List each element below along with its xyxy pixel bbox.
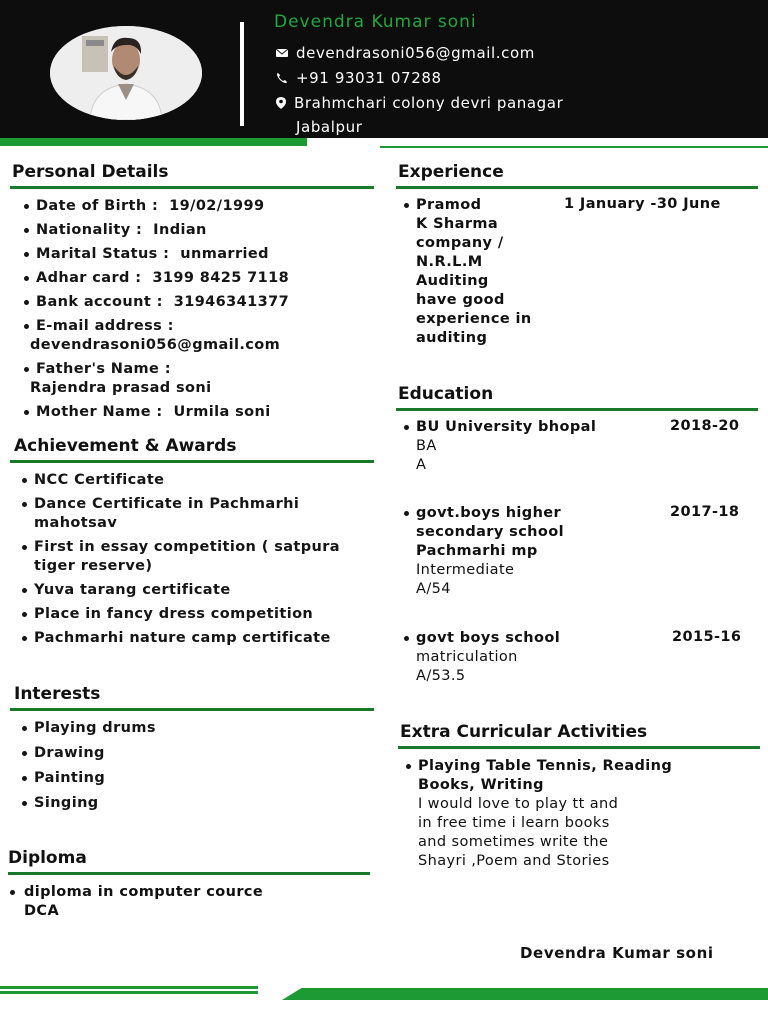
extra-curricular-title: Extra Curricular Activities [400, 722, 648, 742]
address-line-2: Jabalpur [296, 118, 363, 136]
address-row [276, 94, 563, 112]
extra-curricular-rule [398, 746, 760, 749]
list-item: Playing drums [18, 719, 358, 738]
education-years: 2018-20 [670, 418, 740, 434]
list-item: Painting [18, 769, 358, 788]
education-entry: govt.boys higher secondary school Pachmarhi mp Intermediate A/54 [416, 504, 666, 599]
interests-title: Interests [14, 684, 101, 704]
list-item: Yuva tarang certificate [18, 581, 368, 600]
phone-text: +91 93031 07288 [296, 69, 442, 87]
footer-stripe-right [282, 988, 768, 1000]
education-rule [396, 408, 758, 411]
personal-details-list [20, 197, 380, 427]
extra-curricular-entry: Playing Table Tennis, Reading Books, Writing I would love to play tt and in free time i learn books and sometimes write the Shayri ,Poem and Stories [418, 757, 758, 871]
list-item: Date of Birth : 19/02/1999 [20, 197, 380, 216]
education-years: 2015-16 [672, 629, 742, 645]
footer-stripe-left [0, 986, 258, 996]
mail-icon [276, 48, 288, 58]
personal-details-rule [10, 186, 374, 189]
diploma-title: Diploma [8, 848, 87, 868]
list-item: Marital Status : unmarried [20, 245, 380, 264]
header-stripe [0, 138, 768, 146]
phone-icon [276, 72, 288, 84]
experience-rule [396, 186, 758, 189]
list-item: Drawing [18, 744, 358, 763]
header-divider [240, 22, 244, 126]
header-thin-rule [380, 146, 768, 148]
list-item: Place in fancy dress competition [18, 605, 368, 624]
education-entry: govt boys school matriculation A/53.5 [416, 629, 666, 686]
education-years: 2017-18 [670, 504, 740, 520]
profile-photo [50, 26, 202, 120]
email-text: devendrasoni056@gmail.com [296, 44, 536, 62]
experience-period: 1 January -30 June [564, 196, 721, 212]
list-item: Mother Name : Urmila soni [20, 403, 380, 422]
list-item: Nationality : Indian [20, 221, 380, 240]
list-item: Singing [18, 794, 358, 813]
education-title: Education [398, 384, 494, 404]
education-entry: BU University bhopal BA A [416, 418, 666, 475]
email-row [276, 44, 535, 62]
interests-rule [10, 708, 374, 711]
interests-list [18, 719, 358, 819]
location-pin-icon [276, 97, 286, 109]
signature: Devendra Kumar soni [520, 944, 714, 962]
list-item: Father's Name : Rajendra prasad soni [20, 360, 380, 398]
list-item: Pachmarhi nature camp certificate [18, 629, 368, 648]
phone-row [276, 69, 442, 87]
experience-title: Experience [398, 162, 504, 182]
diploma-entry: diploma in computer cource DCA [24, 883, 364, 921]
list-item: NCC Certificate [18, 471, 368, 490]
diploma-rule [8, 872, 370, 875]
list-item: Adhar card : 3199 8425 7118 [20, 269, 380, 288]
candidate-name: Devendra Kumar soni [274, 12, 477, 32]
achievements-title: Achievement & Awards [14, 436, 237, 456]
address-line-1: Brahmchari colony devri panagar [294, 94, 564, 112]
list-item: First in essay competition ( satpura tiger reserve) [18, 538, 368, 576]
list-item: Bank account : 31946341377 [20, 293, 380, 312]
list-item: Dance Certificate in Pachmarhi mahotsav [18, 495, 368, 533]
experience-entry: Pramod K Sharma company / N.R.L.M Auditing have good experience in auditing [416, 196, 566, 348]
achievements-rule [10, 460, 374, 463]
list-item: E-mail address : devendrasoni056@gmail.com [20, 317, 380, 355]
personal-details-title: Personal Details [12, 162, 169, 182]
achievements-list [18, 471, 368, 653]
